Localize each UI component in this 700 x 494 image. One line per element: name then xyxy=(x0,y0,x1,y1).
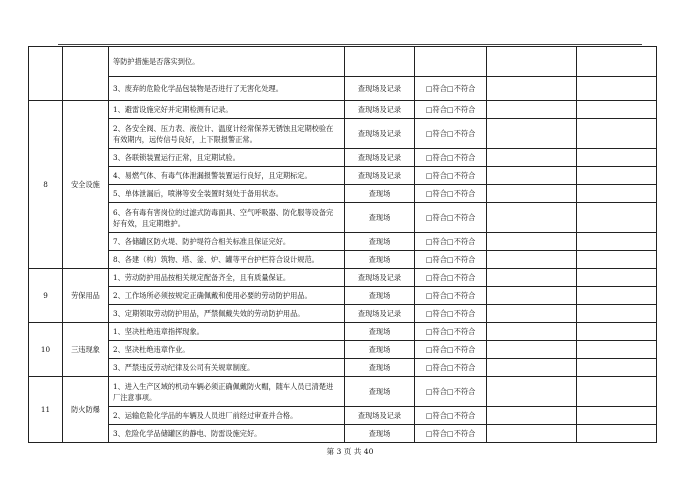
item-text: 6、各有毒有害岗位的过滤式防毒面具、空气呼吸器、防化服等设备完好有效，且定期维护。 xyxy=(109,203,345,233)
blank-cell[interactable] xyxy=(487,287,577,305)
header-rule xyxy=(58,44,642,45)
table-row xyxy=(29,305,657,323)
blank-cell[interactable] xyxy=(577,377,657,407)
section-name: 安全设施 xyxy=(63,101,109,269)
blank-cell[interactable] xyxy=(577,77,657,101)
blank-cell[interactable] xyxy=(577,341,657,359)
item-text: 8、各建（构）筑物、塔、釜、炉、罐等平台护栏符合设计规范。 xyxy=(109,251,345,269)
blank-cell[interactable] xyxy=(487,341,577,359)
check-result[interactable]: □符合□不符合 xyxy=(415,203,487,233)
check-result[interactable]: □符合□不符合 xyxy=(415,101,487,119)
check-method: 查现场 xyxy=(345,341,415,359)
check-result[interactable]: □符合□不符合 xyxy=(415,377,487,407)
check-method: 查现场 xyxy=(345,287,415,305)
table-row xyxy=(29,233,657,251)
check-method: 查现场及记录 xyxy=(345,119,415,149)
blank-cell[interactable] xyxy=(487,233,577,251)
blank-cell[interactable] xyxy=(577,407,657,425)
blank-cell[interactable] xyxy=(487,407,577,425)
section-no-cell xyxy=(29,47,63,101)
check-method: 查现场及记录 xyxy=(345,77,415,101)
page-footer: 第 3 页 共 40 xyxy=(326,447,374,456)
check-result[interactable]: □符合□不符合 xyxy=(415,359,487,377)
item-text: 2、各安全阀、压力表、液位计、温度计经常保养无锈蚀且定期校验在有效期内，远传信号良好，上下限报警正常。 xyxy=(109,119,345,149)
item-text: 1、进入生产区域的机动车辆必须正确佩戴防火帽，随车人员已清楚进厂注意事项。 xyxy=(109,377,345,407)
section-no: 8 xyxy=(29,101,63,269)
check-result[interactable]: □符合□不符合 xyxy=(415,167,487,185)
item-text: 5、单体泄漏后，喷淋等安全装置时刻处于备用状态。 xyxy=(109,185,345,203)
blank-cell[interactable] xyxy=(577,359,657,377)
check-result[interactable]: □符合□不符合 xyxy=(415,149,487,167)
item-text: 3、定期领取劳动防护用品，严禁佩戴失效的劳动防护用品。 xyxy=(109,305,345,323)
blank-cell[interactable] xyxy=(487,425,577,443)
blank-cell[interactable] xyxy=(487,251,577,269)
table-row xyxy=(29,101,657,119)
check-method: 查现场 xyxy=(345,377,415,407)
item-text: 2、运输危险化学品的车辆及人员进厂前经过审查并合格。 xyxy=(109,407,345,425)
table-row xyxy=(29,425,657,443)
check-result[interactable]: □符合□不符合 xyxy=(415,341,487,359)
check-method: 查现场及记录 xyxy=(345,149,415,167)
check-method: 查现场 xyxy=(345,203,415,233)
check-method: 查现场 xyxy=(345,425,415,443)
blank-cell[interactable] xyxy=(577,233,657,251)
table-row xyxy=(29,47,657,77)
blank-cell[interactable] xyxy=(577,167,657,185)
check-result[interactable]: □符合□不符合 xyxy=(415,119,487,149)
table-row xyxy=(29,377,657,407)
table-row xyxy=(29,77,657,101)
check-result[interactable]: □符合□不符合 xyxy=(415,407,487,425)
item-text: 1、避雷设施完好并定期检测有记录。 xyxy=(109,101,345,119)
item-text: 2、工作场所必须按规定正确佩戴和使用必要的劳动防护用品。 xyxy=(109,287,345,305)
check-method: 查现场及记录 xyxy=(345,101,415,119)
item-text: 7、各储罐区防火堤、防护堤符合相关标准且保证完好。 xyxy=(109,233,345,251)
blank-cell[interactable] xyxy=(487,167,577,185)
check-result[interactable]: □符合□不符合 xyxy=(415,425,487,443)
table-row xyxy=(29,323,657,341)
blank-cell[interactable] xyxy=(487,305,577,323)
item-text: 2、坚决杜绝违章作业。 xyxy=(109,341,345,359)
check-result[interactable]: □符合□不符合 xyxy=(415,233,487,251)
table-row xyxy=(29,167,657,185)
section-name: 三违现象 xyxy=(63,323,109,377)
section-name: 劳保用品 xyxy=(63,269,109,323)
blank-cell[interactable] xyxy=(487,149,577,167)
check-method xyxy=(345,47,415,77)
section-no: 9 xyxy=(29,269,63,323)
blank-cell[interactable] xyxy=(487,185,577,203)
check-result[interactable]: □符合□不符合 xyxy=(415,269,487,287)
blank-cell[interactable] xyxy=(487,77,577,101)
check-method: 查现场及记录 xyxy=(345,269,415,287)
item-text: 3、危险化学品储罐区的静电、防雷设施完好。 xyxy=(109,425,345,443)
check-method: 查现场及记录 xyxy=(345,407,415,425)
blank-cell[interactable] xyxy=(487,119,577,149)
blank-cell[interactable] xyxy=(577,149,657,167)
section-name: 防火防爆 xyxy=(63,377,109,443)
blank-cell[interactable] xyxy=(577,185,657,203)
blank-cell[interactable] xyxy=(577,425,657,443)
blank-cell[interactable] xyxy=(577,251,657,269)
blank-cell[interactable] xyxy=(577,203,657,233)
blank-cell[interactable] xyxy=(577,323,657,341)
item-text: 3、各联锁装置运行正常，且定期试验。 xyxy=(109,149,345,167)
table-row xyxy=(29,359,657,377)
check-method: 查现场 xyxy=(345,359,415,377)
check-result[interactable]: □符合□不符合 xyxy=(415,323,487,341)
check-method: 查现场 xyxy=(345,233,415,251)
table-row xyxy=(29,149,657,167)
inspection-table xyxy=(28,46,657,443)
blank-cell[interactable] xyxy=(577,101,657,119)
blank-cell[interactable] xyxy=(577,287,657,305)
section-no: 11 xyxy=(29,377,63,443)
check-result[interactable] xyxy=(415,47,487,77)
check-result[interactable]: □符合□不符合 xyxy=(415,185,487,203)
blank-cell[interactable] xyxy=(487,359,577,377)
table-row xyxy=(29,119,657,149)
section-no: 10 xyxy=(29,323,63,377)
item-text: 1、坚决杜绝违章指挥现象。 xyxy=(109,323,345,341)
table-row xyxy=(29,341,657,359)
check-result[interactable]: □符合□不符合 xyxy=(415,305,487,323)
check-method: 查现场 xyxy=(345,185,415,203)
table-row xyxy=(29,407,657,425)
blank-cell[interactable] xyxy=(487,203,577,233)
section-name-cell xyxy=(63,47,109,101)
item-text: 等防护措施是否落实到位。 xyxy=(109,47,345,77)
table-row xyxy=(29,287,657,305)
blank-cell[interactable] xyxy=(487,377,577,407)
table-row xyxy=(29,185,657,203)
item-text: 3、严禁违反劳动纪律及公司有关规章制度。 xyxy=(109,359,345,377)
check-result[interactable]: □符合□不符合 xyxy=(415,251,487,269)
check-result[interactable]: □符合□不符合 xyxy=(415,77,487,101)
check-method: 查现场 xyxy=(345,323,415,341)
table-row xyxy=(29,251,657,269)
table-row xyxy=(29,203,657,233)
blank-cell[interactable] xyxy=(487,47,577,77)
blank-cell[interactable] xyxy=(577,47,657,77)
blank-cell[interactable] xyxy=(577,119,657,149)
check-method: 查现场及记录 xyxy=(345,167,415,185)
blank-cell[interactable] xyxy=(487,269,577,287)
check-method: 查现场 xyxy=(345,251,415,269)
blank-cell[interactable] xyxy=(487,101,577,119)
item-text: 3、废弃的危险化学品包装物是否进行了无害化处理。 xyxy=(109,77,345,101)
blank-cell[interactable] xyxy=(577,269,657,287)
item-text: 4、易燃气体、有毒气体泄漏报警装置运行良好，且定期标定。 xyxy=(109,167,345,185)
blank-cell[interactable] xyxy=(577,305,657,323)
check-result[interactable]: □符合□不符合 xyxy=(415,287,487,305)
blank-cell[interactable] xyxy=(487,323,577,341)
check-method: 查现场及记录 xyxy=(345,305,415,323)
item-text: 1、劳动防护用品按相关规定配备齐全，且有质量保证。 xyxy=(109,269,345,287)
table-row xyxy=(29,269,657,287)
